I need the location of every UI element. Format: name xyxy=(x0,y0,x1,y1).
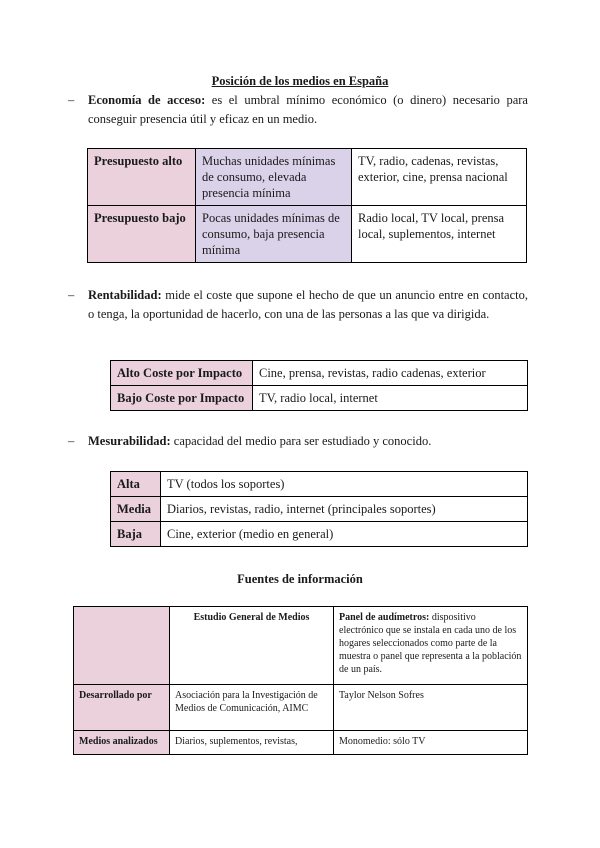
table-row xyxy=(111,497,528,522)
row-desc: Pocas unidades mínimas de consumo, baja presencia mínima xyxy=(196,206,352,263)
panel-term: Panel de audímetros: xyxy=(339,612,430,623)
mesurabilidad-table xyxy=(110,471,528,547)
row-c2: Taylor Nelson Sofres xyxy=(334,685,528,731)
col-header-panel xyxy=(334,607,528,685)
row-desc: Muchas unidades mínimas de consumo, elevada presencia mínima xyxy=(196,149,352,206)
row-label: Media xyxy=(111,497,161,522)
corner-cell xyxy=(74,607,170,685)
table-row xyxy=(74,731,528,755)
table-row xyxy=(74,685,528,731)
bullet-text: es el umbral mínimo económico (o dinero) necesario para conseguir presencia útil y eficaz en un medio. xyxy=(88,93,528,126)
page-title: Posición de los medios en España xyxy=(211,74,389,88)
table-row xyxy=(88,149,527,206)
table-row xyxy=(111,522,528,547)
coste-impacto-table xyxy=(110,360,528,411)
row-label: Bajo Coste por Impacto xyxy=(111,386,253,411)
row-c1: Asociación para la Investigación de Medios de Comunicación, AIMC xyxy=(170,685,334,731)
row-value: Diarios, revistas, radio, internet (principales soportes) xyxy=(161,497,528,522)
bullet-dash: – xyxy=(68,288,75,302)
row-value: Cine, exterior (medio en general) xyxy=(161,522,528,547)
bullet-term: Mesurabilidad: xyxy=(88,434,171,448)
bullet-dash: – xyxy=(68,93,75,107)
table-row xyxy=(111,361,528,386)
bullet-economia-acceso xyxy=(68,91,528,129)
table-row xyxy=(111,386,528,411)
row-value: TV, radio local, internet xyxy=(253,386,528,411)
row-label: Alto Coste por Impacto xyxy=(111,361,253,386)
table-row xyxy=(111,472,528,497)
bullet-term: Rentabilidad: xyxy=(88,288,162,302)
row-c1: Diarios, suplementos, revistas, xyxy=(170,731,334,755)
row-label: Desarrollado por xyxy=(74,685,170,731)
bullet-text: mide el coste que supone el hecho de que un anuncio entre en contacto, o tenga, la oportunidad de hacerlo, con una de las personas a las que va dirigida. xyxy=(88,288,528,321)
table-row xyxy=(88,206,527,263)
panel-text: dispositivo electrónico que se instala en cada uno de los hogares seleccionados como parte de la muestra o panel que representa a la población de un país. xyxy=(339,612,522,675)
bullet-dash: – xyxy=(68,434,75,448)
row-label: Baja xyxy=(111,522,161,547)
row-value: Cine, prensa, revistas, radio cadenas, exterior xyxy=(253,361,528,386)
row-label: Medios analizados xyxy=(74,731,170,755)
table-header-row xyxy=(74,607,528,685)
section-subtitle: Fuentes de información xyxy=(237,572,363,586)
row-c2: Monomedio: sólo TV xyxy=(334,731,528,755)
bullet-rentabilidad xyxy=(68,286,528,324)
bullet-term: Economía de acceso: xyxy=(88,93,206,107)
row-media: TV, radio, cadenas, revistas, exterior, cine, prensa nacional xyxy=(352,149,527,206)
row-label: Presupuesto bajo xyxy=(88,206,196,263)
row-value: TV (todos los soportes) xyxy=(161,472,528,497)
presupuesto-table xyxy=(87,148,527,263)
row-media: Radio local, TV local, prensa local, suplementos, internet xyxy=(352,206,527,263)
row-label: Presupuesto alto xyxy=(88,149,196,206)
col-header-egm: Estudio General de Medios xyxy=(170,607,334,685)
bullet-text: capacidad del medio para ser estudiado y conocido. xyxy=(170,434,432,448)
bullet-mesurabilidad xyxy=(68,432,528,451)
row-label: Alta xyxy=(111,472,161,497)
fuentes-table xyxy=(73,606,528,755)
